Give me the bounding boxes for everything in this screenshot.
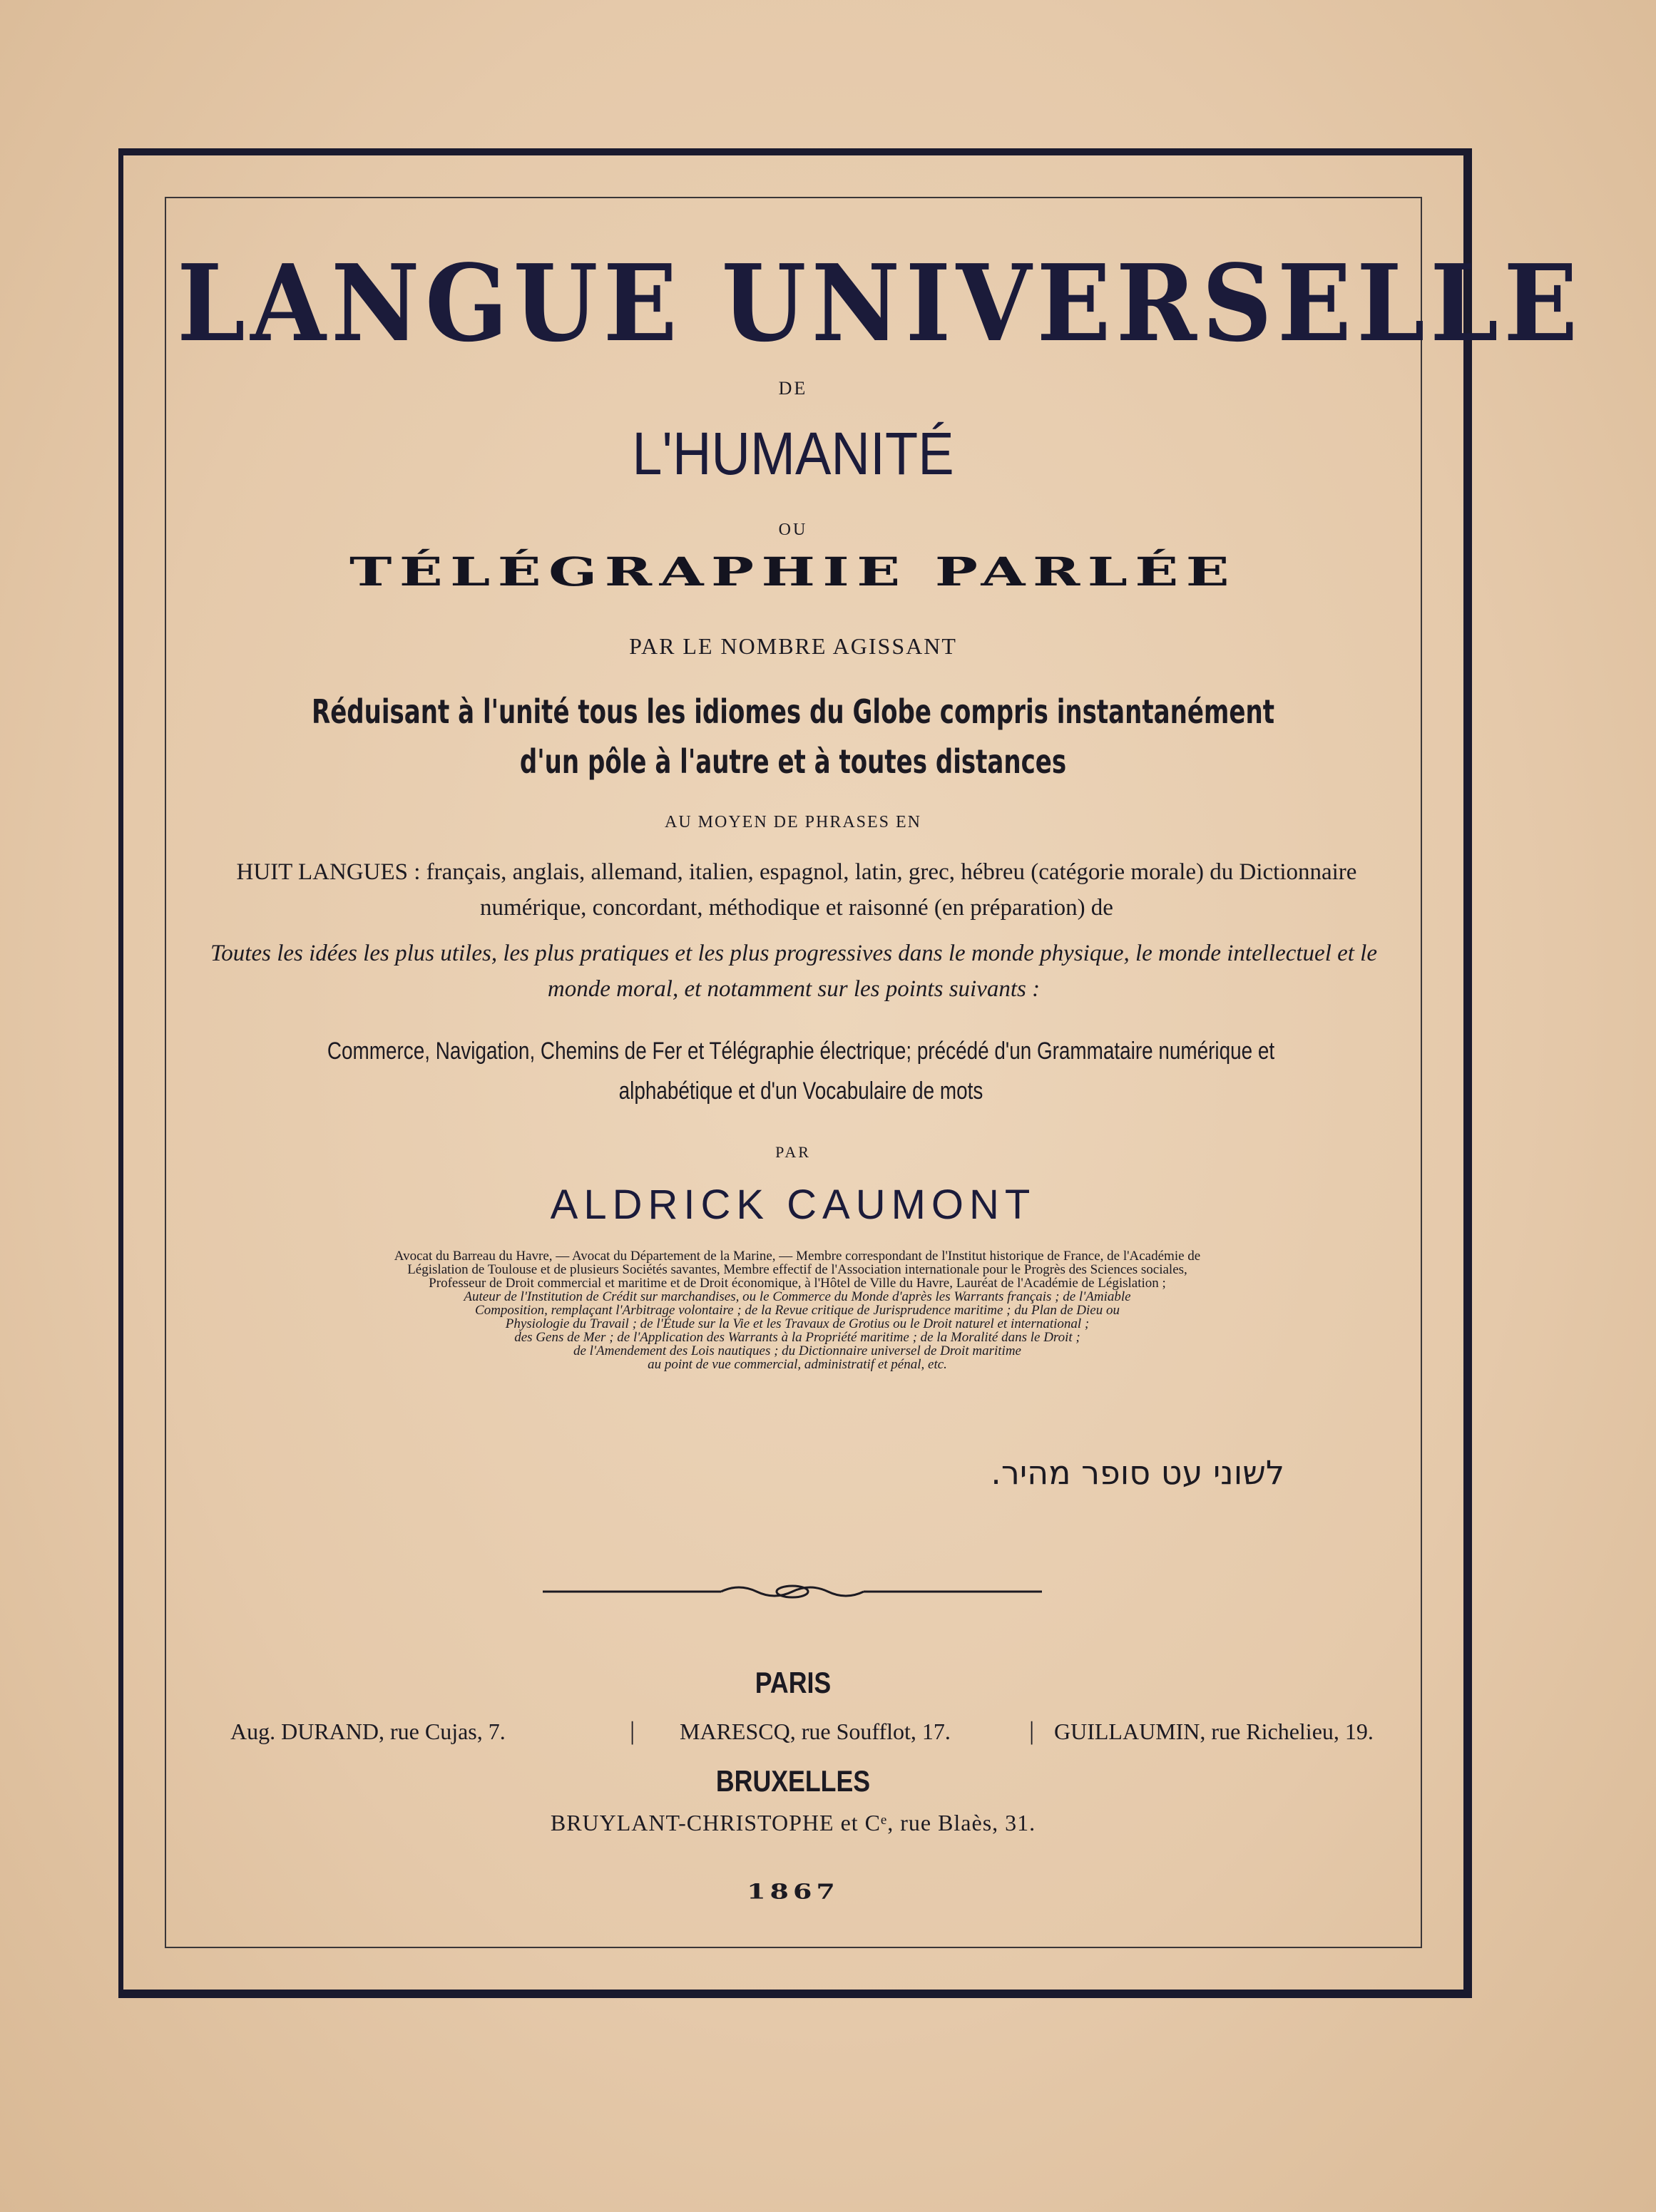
ornament-divider <box>543 1577 1042 1606</box>
publisher-guillaumin: GUILLAUMIN, rue Richelieu, 19. <box>1054 1719 1374 1744</box>
paris-publishers <box>173 1716 1414 1761</box>
title-page-content <box>123 155 1583 1991</box>
par-label: PAR <box>775 1143 811 1161</box>
city-paris: PARIS <box>755 1666 832 1699</box>
separator-bar: | <box>630 1716 635 1745</box>
bio-line: Physiologie du Travail ; de l'Étude sur la Vie et les Travaux de Grotius ou le Droit naturel et international ; <box>505 1316 1090 1331</box>
publication-year: 1867 <box>747 1879 839 1904</box>
bio-line: Avocat du Barreau du Havre, — Avocat du Département de la Marine, — Membre correspondant de l'Institut historique de France, de l'Académie de <box>394 1249 1201 1264</box>
by-the-number-line: PAR LE NOMBRE AGISSANT <box>629 633 957 659</box>
main-title: LANGUE UNIVERSELLE <box>177 241 1583 365</box>
subtitle-humanite: L'HUMANITÉ <box>632 420 954 487</box>
separator-bar: | <box>1029 1716 1035 1745</box>
bio-line: Composition, remplaçant l'Arbitrage volontaire ; de la Revue critique de Jurisprudence maritime ; du Plan de Dieu ou <box>475 1303 1120 1318</box>
publisher-marescq: MARESCQ, rue Soufflot, 17. <box>680 1719 951 1744</box>
title-telegraphie: TÉLÉGRAPHIE PARLÉE <box>349 549 1237 595</box>
author-name: ALDRICK CAUMONT <box>550 1182 1036 1228</box>
bio-line: Auteur de l'Institution de Crédit sur marchandises, ou le Commerce du Monde d'après les Warrants français ; de l'Amiable <box>464 1289 1131 1304</box>
bio-line: Professeur de Droit commercial et maritime et de Droit économique, à l'Hôtel de Ville du Havre, Lauréat de l'Académie de Législation ; <box>429 1276 1166 1291</box>
bio-line: de l'Amendement des Lois nautiques ; du Dictionnaire universel de Droit maritime <box>573 1343 1021 1358</box>
publisher-bruylant: BRUYLANT-CHRISTOPHE et Cᵉ, rue Blaès, 31. <box>550 1810 1036 1835</box>
reduisant-line-2: d'un pôle à l'autre et à toutes distances <box>519 742 1067 781</box>
bio-line: des Gens de Mer ; de l'Application des Warrants à la Propriété maritime ; de la Moralité dans le Droit ; <box>514 1330 1080 1345</box>
connector-ou: OU <box>778 521 808 539</box>
reduisant-line-1: Réduisant à l'unité tous les idiomes du Globe compris instantanément <box>311 692 1275 731</box>
toutes-idees-paragraph: Toutes les idées les plus utiles, les plus pratiques et les plus progressives dans le monde physique, le monde intellectuel et le monde moral, et notamment sur les points suivants : <box>210 941 1377 1002</box>
publisher-durand: Aug. DURAND, rue Cujas, 7. <box>230 1719 506 1744</box>
author-biography <box>198 1249 1396 1371</box>
reduisant-paragraph <box>297 687 1289 787</box>
au-moyen-line: AU MOYEN DE PHRASES EN <box>664 813 922 831</box>
huit-langues-paragraph: HUIT LANGUES : français, anglais, allemand, italien, espagnol, latin, grec, hébreu (catégorie morale) du Dictionnaire numérique, concordant, méthodique et raisonné (en préparation) de <box>236 859 1357 921</box>
hebrew-motto: לשוני עט סופר מהיר. <box>991 1453 1284 1492</box>
bio-line: au point de vue commercial, administratif et pénal, etc. <box>648 1357 947 1372</box>
connector-de: DE <box>778 378 808 399</box>
commerce-paragraph: Commerce, Navigation, Chemins de Fer et Télégraphie électrique; précédé d'un Grammataire numérique et alphabétique et d'un Vocabulaire de mots <box>327 1038 1275 1105</box>
city-bruxelles: BRUXELLES <box>715 1764 871 1798</box>
outer-border-frame <box>118 148 1583 1998</box>
bio-line: Législation de Toulouse et de plusieurs Sociétés savantes, Membre effectif de l'Association internationale pour le Progrès des Sciences sociales, <box>407 1262 1187 1277</box>
